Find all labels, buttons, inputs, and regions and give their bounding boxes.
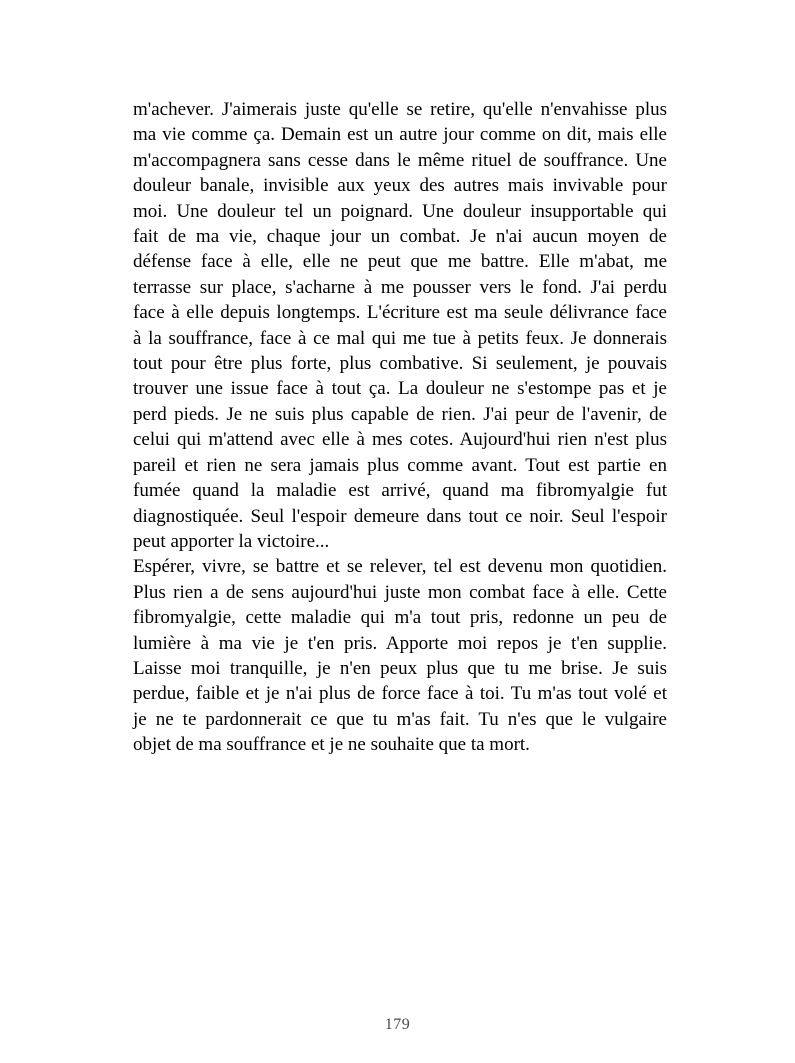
text-line: perdue, faible et je n'ai plus de force face à toi. Tu m'as tout volé et — [133, 683, 667, 705]
paragraph — [133, 97, 667, 554]
text-line: face à elle depuis longtemps. L'écriture est ma seule délivrance face — [133, 302, 667, 324]
text-line: terrasse sur place, s'acharne à me pousser vers le fond. J'ai perdu — [133, 276, 667, 298]
text-line: celui qui m'attend avec elle à mes cotes. Aujourd'hui rien n'est plus — [133, 429, 667, 451]
text-line: trouver une issue face à tout ça. La douleur ne s'estompe pas et je — [133, 378, 667, 400]
text-line: m'accompagnera sans cesse dans le même rituel de souffrance. Une — [133, 149, 667, 171]
text-line: objet de ma souffrance et je ne souhaite que ta mort. — [133, 734, 530, 756]
text-line: à la souffrance, face à ce mal qui me tue à petits feux. Je donnerais — [133, 327, 667, 349]
text-line: m'achever. J'aimerais juste qu'elle se retire, qu'elle n'envahisse plus — [133, 99, 667, 120]
page-number: 179 — [384, 1016, 411, 1033]
text-line: Laisse moi tranquille, je n'en peux plus que tu me brise. Je suis — [133, 657, 667, 679]
text-line: lumière à ma vie je t'en pris. Apporte moi repos je t'en supplie. — [133, 632, 667, 654]
text-line: je ne te pardonnerait ce que tu m'as fait. Tu n'es que le vulgaire — [133, 708, 667, 730]
paragraph — [133, 554, 667, 757]
text-block — [133, 97, 667, 758]
text-line: fumée quand la maladie est arrivé, quand ma fibromyalgie fut — [133, 480, 667, 502]
text-line: Plus rien a de sens aujourd'hui juste mon combat face à elle. Cette — [133, 581, 667, 603]
text-line: ma vie comme ça. Demain est un autre jour comme on dit, mais elle — [133, 124, 667, 146]
text-line: défense face à elle, elle ne peut que me battre. Elle m'abat, me — [133, 251, 667, 273]
text-line: Espérer, vivre, se battre et se relever, tel est devenu mon quotidien. — [133, 556, 667, 578]
text-line: fibromyalgie, cette maladie qui m'a tout pris, redonne un peu de — [133, 607, 667, 629]
text-line: douleur banale, invisible aux yeux des autres mais invivable pour — [133, 175, 667, 197]
text-line: perd pieds. Je ne suis plus capable de rien. J'ai peur de l'avenir, de — [133, 403, 667, 425]
text-line: moi. Une douleur tel un poignard. Une douleur insupportable qui — [133, 200, 667, 222]
text-line: peut apporter la victoire... — [133, 530, 330, 552]
text-line: pareil et rien ne sera jamais plus comme avant. Tout est partie en — [133, 454, 667, 476]
text-line: tout pour être plus forte, plus combative. Si seulement, je pouvais — [133, 353, 667, 375]
text-line: fait de ma vie, chaque jour un combat. Je n'ai aucun moyen de — [133, 226, 667, 248]
text-line: diagnostiquée. Seul l'espoir demeure dans tout ce noir. Seul l'espoir — [133, 505, 667, 527]
